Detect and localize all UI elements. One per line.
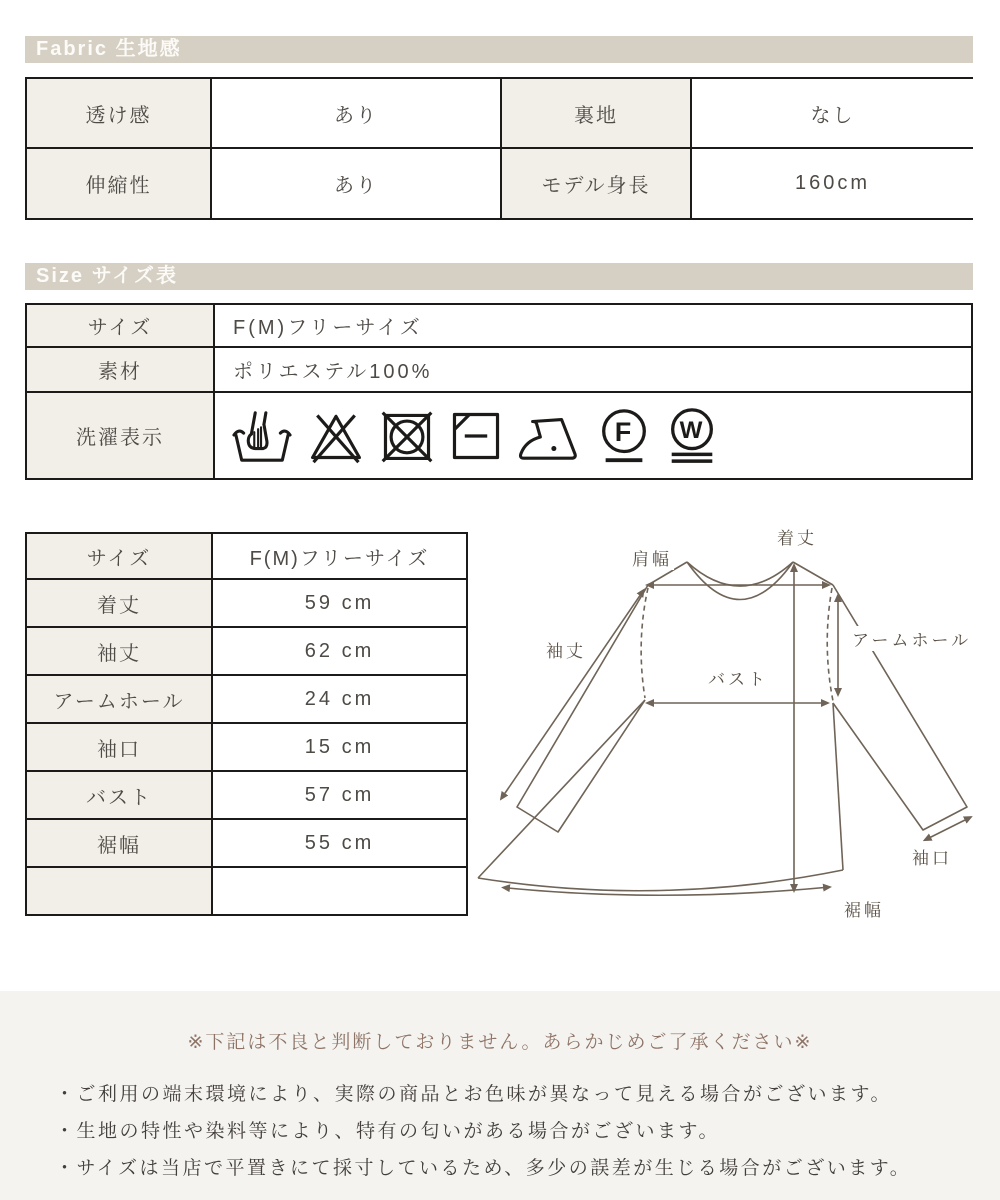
diagram-label-cuff-width: 袖口 [910, 844, 954, 869]
care-label: 洗濯表示 [27, 393, 213, 478]
meas-label-cuff: 袖口 [27, 724, 211, 770]
size-info-table [25, 303, 973, 480]
fabric-header-text: Fabric 生地感 [36, 38, 182, 60]
fabric-value-stretch: あり [212, 149, 500, 218]
disclaimer-item-odor: ・生地の特性や染料等により、特有の匂いがある場合がございます。 [55, 1121, 720, 1142]
fabric-label-sheerness: 透け感 [27, 79, 210, 147]
svg-text:F: F [614, 416, 634, 447]
meas-value-length: 59 cm [213, 580, 466, 626]
meas-label-empty [27, 868, 211, 914]
do-not-tumble-dry-icon [377, 407, 437, 465]
meas-header-value: F(M)フリーサイズ [213, 534, 466, 578]
measurement-table [25, 532, 468, 916]
meas-label-hem: 裾幅 [27, 820, 211, 866]
meas-value-armhole: 24 cm [213, 676, 466, 722]
fabric-value-sheerness: あり [212, 79, 500, 147]
diagram-label-shoulder-width: 肩幅 [630, 545, 674, 570]
fabric-value-model-height: 160cm [692, 149, 973, 218]
meas-label-sleeve: 袖丈 [27, 628, 211, 674]
svg-text:W: W [679, 416, 705, 444]
garment-outline-drawing [470, 510, 1000, 950]
meas-header-label: サイズ [27, 534, 211, 578]
material-value: ポリエステル100% [215, 348, 971, 391]
meas-label-length: 着丈 [27, 580, 211, 626]
meas-value-cuff: 15 cm [213, 724, 466, 770]
size-header-text: Size サイズ表 [36, 265, 178, 287]
disclaimer-item-color: ・ご利用の端末環境により、実際の商品とお色味が異なって見える場合がございます。 [55, 1084, 892, 1105]
diagram-label-armhole: アームホール [850, 626, 973, 651]
fabric-section-header [25, 36, 973, 63]
diagram-label-sleeve-length: 袖丈 [544, 637, 588, 662]
fabric-label-lining: 裏地 [502, 79, 690, 147]
fabric-label-model-height: モデル身長 [502, 149, 690, 218]
fabric-value-lining: なし [692, 79, 973, 147]
hand-wash-icon [229, 407, 295, 465]
size-label: サイズ [27, 305, 213, 346]
meas-label-bust: バスト [27, 772, 211, 818]
garment-measurement-diagram [470, 510, 1000, 950]
wet-clean-gentle-icon [663, 406, 721, 466]
meas-value-empty [213, 868, 466, 914]
dry-flat-in-shade-icon [447, 407, 505, 465]
meas-label-armhole: アームホール [27, 676, 211, 722]
disclaimer-item-sizing: ・サイズは当店で平置きにて採寸しているため、多少の誤差が生じる場合がございます。 [55, 1158, 912, 1179]
meas-value-hem: 55 cm [213, 820, 466, 866]
material-label: 素材 [27, 348, 213, 391]
diagram-label-body-length: 着丈 [775, 524, 819, 549]
meas-value-sleeve: 62 cm [213, 628, 466, 674]
do-not-bleach-icon [305, 407, 367, 465]
diagram-label-hem-width: 裾幅 [842, 896, 886, 921]
fabric-spec-table [25, 77, 973, 220]
disclaimer-section [0, 991, 1000, 1200]
meas-value-bust: 57 cm [213, 772, 466, 818]
disclaimer-heading: ※下記は不良と判断しておりません。あらかじめご了承ください※ [187, 1032, 813, 1053]
fabric-label-stretch: 伸縮性 [27, 149, 210, 218]
size-section-header [25, 263, 973, 290]
iron-low-icon [515, 408, 585, 464]
care-icons-row [215, 393, 971, 478]
dry-clean-petroleum-icon [595, 406, 653, 466]
diagram-label-bust: バスト [706, 665, 770, 690]
size-value: F(M)フリーサイズ [215, 305, 971, 346]
